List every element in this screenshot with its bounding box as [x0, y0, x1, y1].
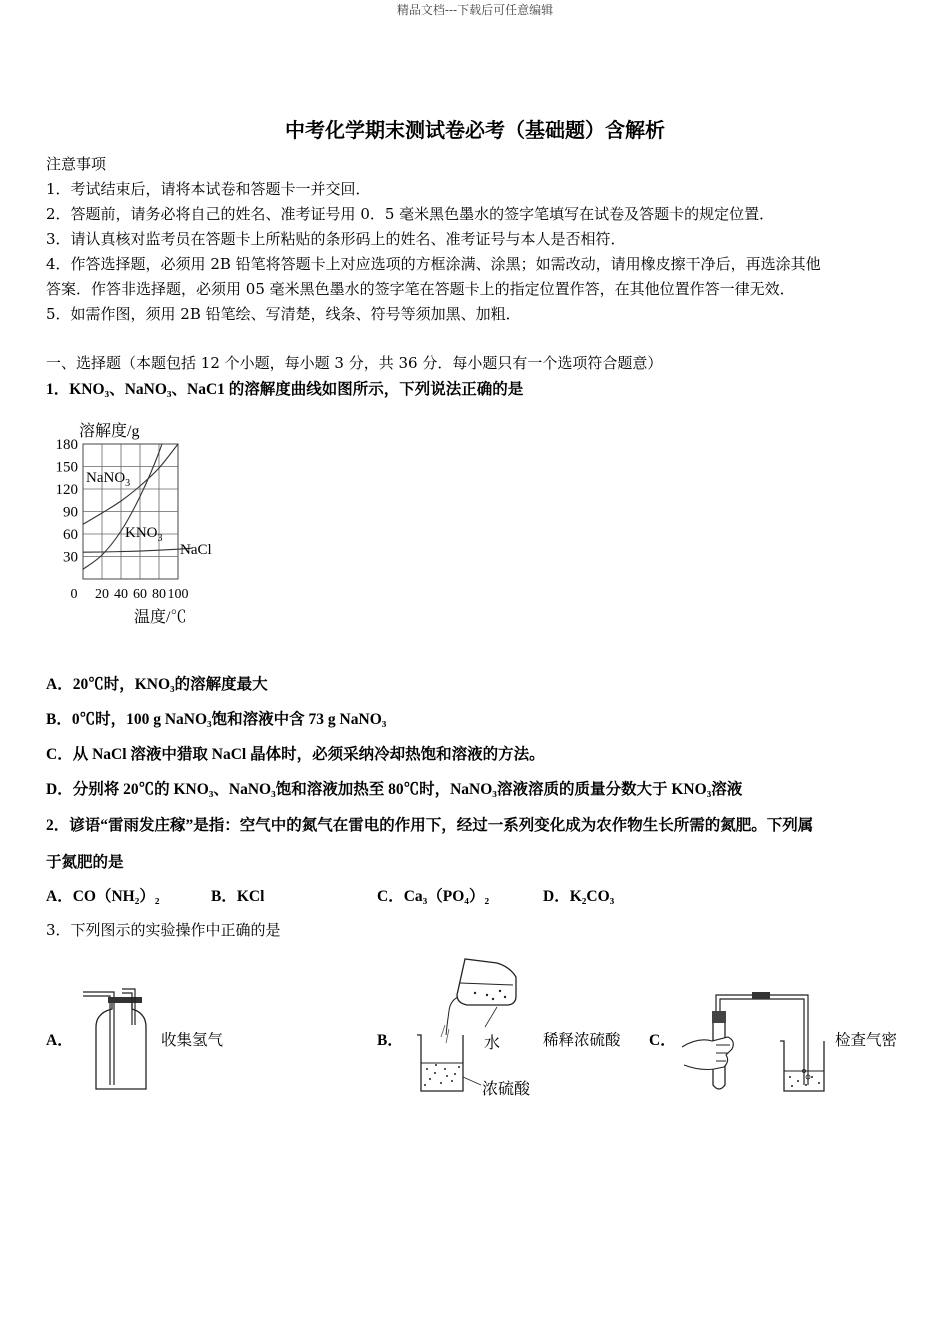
section-heading: 一、选择题（本题包括 12 个小题，每小题 3 分，共 36 分．每小题只有一个选项符合题意） [46, 354, 663, 372]
notice-heading: 注意事项 [46, 155, 107, 173]
series-line-nacl [83, 548, 192, 552]
notice-item-4: 4．作答选择题，必须用 2B 铅笔将答题卡上对应选项的方框涂满、涂黑；如需改动，请用橡皮擦干净后，再选涂其他 [46, 255, 821, 273]
q2-option-d: D．K₂CO₃ [543, 888, 615, 905]
chart-ylabel: 溶解度/g [79, 423, 140, 440]
q3-option-b-acid-label: 浓硫酸 [482, 1079, 531, 1098]
q3-option-b-water-label: 水 [484, 1033, 501, 1052]
q2-stem-line2: 于氮肥的是 [46, 854, 124, 871]
q1-option-b: B．0℃时，100 g NaNO₃饱和溶液中含 73 g NaNO₃ [46, 711, 387, 728]
page-header: 精品文档---下载后可任意编辑 [396, 3, 554, 17]
q3-option-c-caption: 检查气密 [835, 1031, 898, 1049]
series-label-kno3: $KNO_3$ [125, 525, 163, 544]
x-tick-label: 0 [70, 587, 78, 602]
x-tick-label: 20 [95, 587, 109, 602]
airtightness-figure [680, 985, 830, 1095]
y-tick-label: 90 [63, 504, 78, 521]
y-tick-label: 120 [55, 482, 78, 498]
y-tick-label: 30 [63, 549, 78, 566]
q3-option-c-letter: C． [649, 1032, 676, 1049]
q2-option-a: A．CO（NH₂）₂ [46, 888, 160, 905]
q2-option-b: B．KCl [211, 888, 265, 905]
x-tick-label: 60 [133, 587, 147, 602]
q1-stem: 1．KNO₃、NaNO₃、NaC1 的溶解度曲线如图所示，下列说法正确的是 [46, 381, 524, 398]
solubility-chart [46, 418, 236, 628]
q1-option-c: C．从 NaCl 溶液中猎取 NaCl 晶体时，必须采纳冷却热饱和溶液的方法。 [46, 746, 545, 763]
x-tick-label: 80 [152, 587, 166, 602]
gas-bottle-figure [80, 985, 150, 1095]
chart-x-ticks [71, 587, 189, 602]
q2-option-c: C．Ca₃（PO₄）₂ [377, 888, 490, 905]
series-label-nacl: NaCl [180, 542, 212, 558]
q3-option-a-caption: 收集氢气 [161, 1031, 224, 1049]
notice-item-3: 3．请认真核对监考员在答题卡上所粘贴的条形码上的姓名、准考证号与本人是否相符． [46, 230, 626, 248]
q3-option-b-caption: 稀释浓硫酸 [543, 1031, 621, 1049]
q1-option-a: A．20℃时，KNO₃的溶解度最大 [46, 676, 268, 693]
series-label-nano3: NaNO$_3$ [86, 470, 131, 489]
notice-item-5: 5．如需作图，须用 2B 铅笔绘、写清楚，线条、符号等须加黑、加粗． [46, 305, 521, 323]
chart-curves [83, 418, 192, 569]
q3-stem: 3．下列图示的实验操作中正确的是 [46, 921, 281, 939]
q3-option-a-letter: A． [46, 1032, 73, 1049]
chart-xlabel: 温度/℃ [134, 609, 187, 626]
q3-option-b-letter: B． [377, 1032, 403, 1049]
notice-item-1: 1．考试结束后，请将本试卷和答题卡一并交回． [46, 180, 371, 198]
notice-item-4-cont: 答案．作答非选择题，必须用 05 毫米黑色墨水的签字笔在答题卡上的指定位置作答，在其他位置作答一律无效． [46, 280, 795, 298]
q2-stem-line1: 2．谚语“雷雨发庄稼”是指：空气中的氮气在雷电的作用下，经过一系列变化成为农作物生长所需的氮肥。下列属 [46, 817, 814, 834]
notice-item-2: 2．答题前，请务必将自己的姓名、准考证号用 0．5 毫米黑色墨水的签字笔填写在试卷及答题卡的规定位置． [46, 205, 775, 223]
y-tick-label: 60 [63, 527, 78, 543]
x-tick-label: 100 [167, 587, 189, 602]
x-tick-label: 40 [114, 587, 128, 602]
chart-y-ticks [56, 437, 79, 566]
y-tick-label: 180 [55, 437, 78, 453]
document-title: 中考化学期末测试卷必考（基础题）含解析 [285, 118, 665, 142]
y-tick-label: 150 [55, 459, 78, 476]
q1-option-d: D．分别将 20℃的 KNO₃、NaNO₃饱和溶液加热至 80℃时，NaNO₃溶液溶质的质量分数大于 KNO₃溶液 [46, 781, 743, 798]
